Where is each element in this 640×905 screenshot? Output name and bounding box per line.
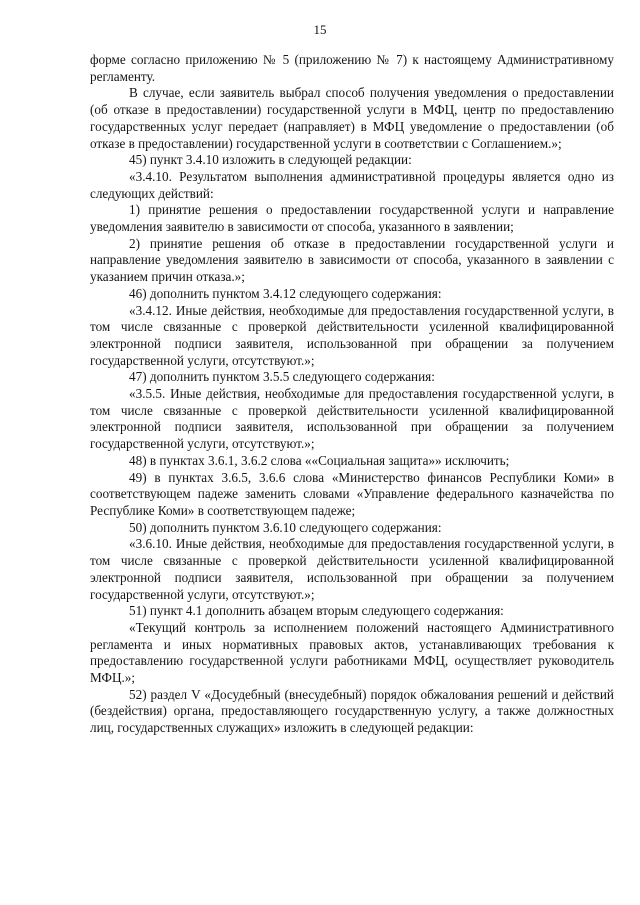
paragraph-item-50: 50) дополнить пунктом 3.6.10 следующего содержания:	[129, 519, 442, 535]
paragraph-3-4-12: «3.4.12. Иные действия, необходимые для предоставления государственной услуги, в том числе связанные с проверкой действительности усиленной квалифицированной электронной подписи заявителя, использованной при обращении за получением государственной услуги, отсутствуют.»;	[90, 302, 614, 368]
paragraph-item-47: 47) дополнить пунктом 3.5.5 следующего содержания:	[129, 369, 435, 385]
paragraph-3-4-10: «3.4.10. Результатом выполнения административной процедуры является одно из следующих действий:	[90, 168, 614, 201]
paragraph-item-51: 51) пункт 4.1 дополнить абзацем вторым следующего содержания:	[129, 603, 504, 619]
page-number: 15	[313, 22, 327, 37]
paragraph-3-6-10: «3.6.10. Иные действия, необходимые для предоставления государственной услуги, в том числе связанные с проверкой действительности усиленной квалифицированной электронной подписи заявителя, использованной при обращении за получением государственной услуги, отсутствуют.»;	[90, 536, 614, 602]
paragraph-3-5-5: «3.5.5. Иные действия, необходимые для предоставления государственной услуги, в том числе связанные с проверкой действительности усиленной квалифицированной электронной подписи заявителя, использованной при обращении за получением государственной услуги, отсутствуют.»;	[90, 386, 614, 452]
paragraph-mfc-notice: В случае, если заявитель выбрал способ получения уведомления о предоставлении (об отказе в предоставлении) государственной услуги в МФЦ, центр по предоставлению государственных услуг передает (направляет) в МФЦ уведомление о предоставлении (об отказе в предоставлении) государственной услуги в соответствии с Соглашением.»;	[90, 85, 614, 151]
paragraph-item-46: 46) дополнить пунктом 3.4.12 следующего содержания:	[129, 285, 442, 301]
paragraph-item-45: 45) пункт 3.4.10 изложить в следующей редакции:	[129, 152, 412, 168]
paragraph-current-control: «Текущий контроль за исполнением положений настоящего Административного регламента и иных нормативных правовых актов, устанавливающих требования к предоставлению государственной услуги работниками МФЦ, осуществляет руководитель МФЦ.»;	[90, 619, 614, 686]
paragraph-3-4-10-item-2: 2) принятие решения об отказе в предоставлении государственной услуги и направление уведомления заявителю в зависимости от способа, указанного в заявлении с указанием причин отказа.»;	[90, 235, 614, 285]
paragraph-continuation: форме согласно приложению № 5 (приложению № 7) к настоящему Административному регламенту.	[90, 52, 614, 84]
paragraph-3-4-10-item-1: 1) принятие решения о предоставлении государственной услуги и направление уведомления заявителю в зависимости от способа, указанного в заявлении;	[90, 202, 614, 235]
document-body	[90, 52, 614, 737]
paragraph-item-49: 49) в пунктах 3.6.5, 3.6.6 слова «Министерство финансов Республики Коми» в соответствующем падеже заменить словами «Управление федерального казначейства по Республике Коми» в соответствующем падеже;	[90, 469, 614, 518]
paragraph-item-52: 52) раздел V «Досудебный (внесудебный) порядок обжалования решений и действий (бездействия) органа, предоставляющего государственную услугу, а также должностных лиц, государственных служащих» изложить в следующей редакции:	[90, 686, 614, 736]
paragraph-item-48: 48) в пунктах 3.6.1, 3.6.2 слова ««Социальная защита»» исключить;	[129, 452, 510, 468]
